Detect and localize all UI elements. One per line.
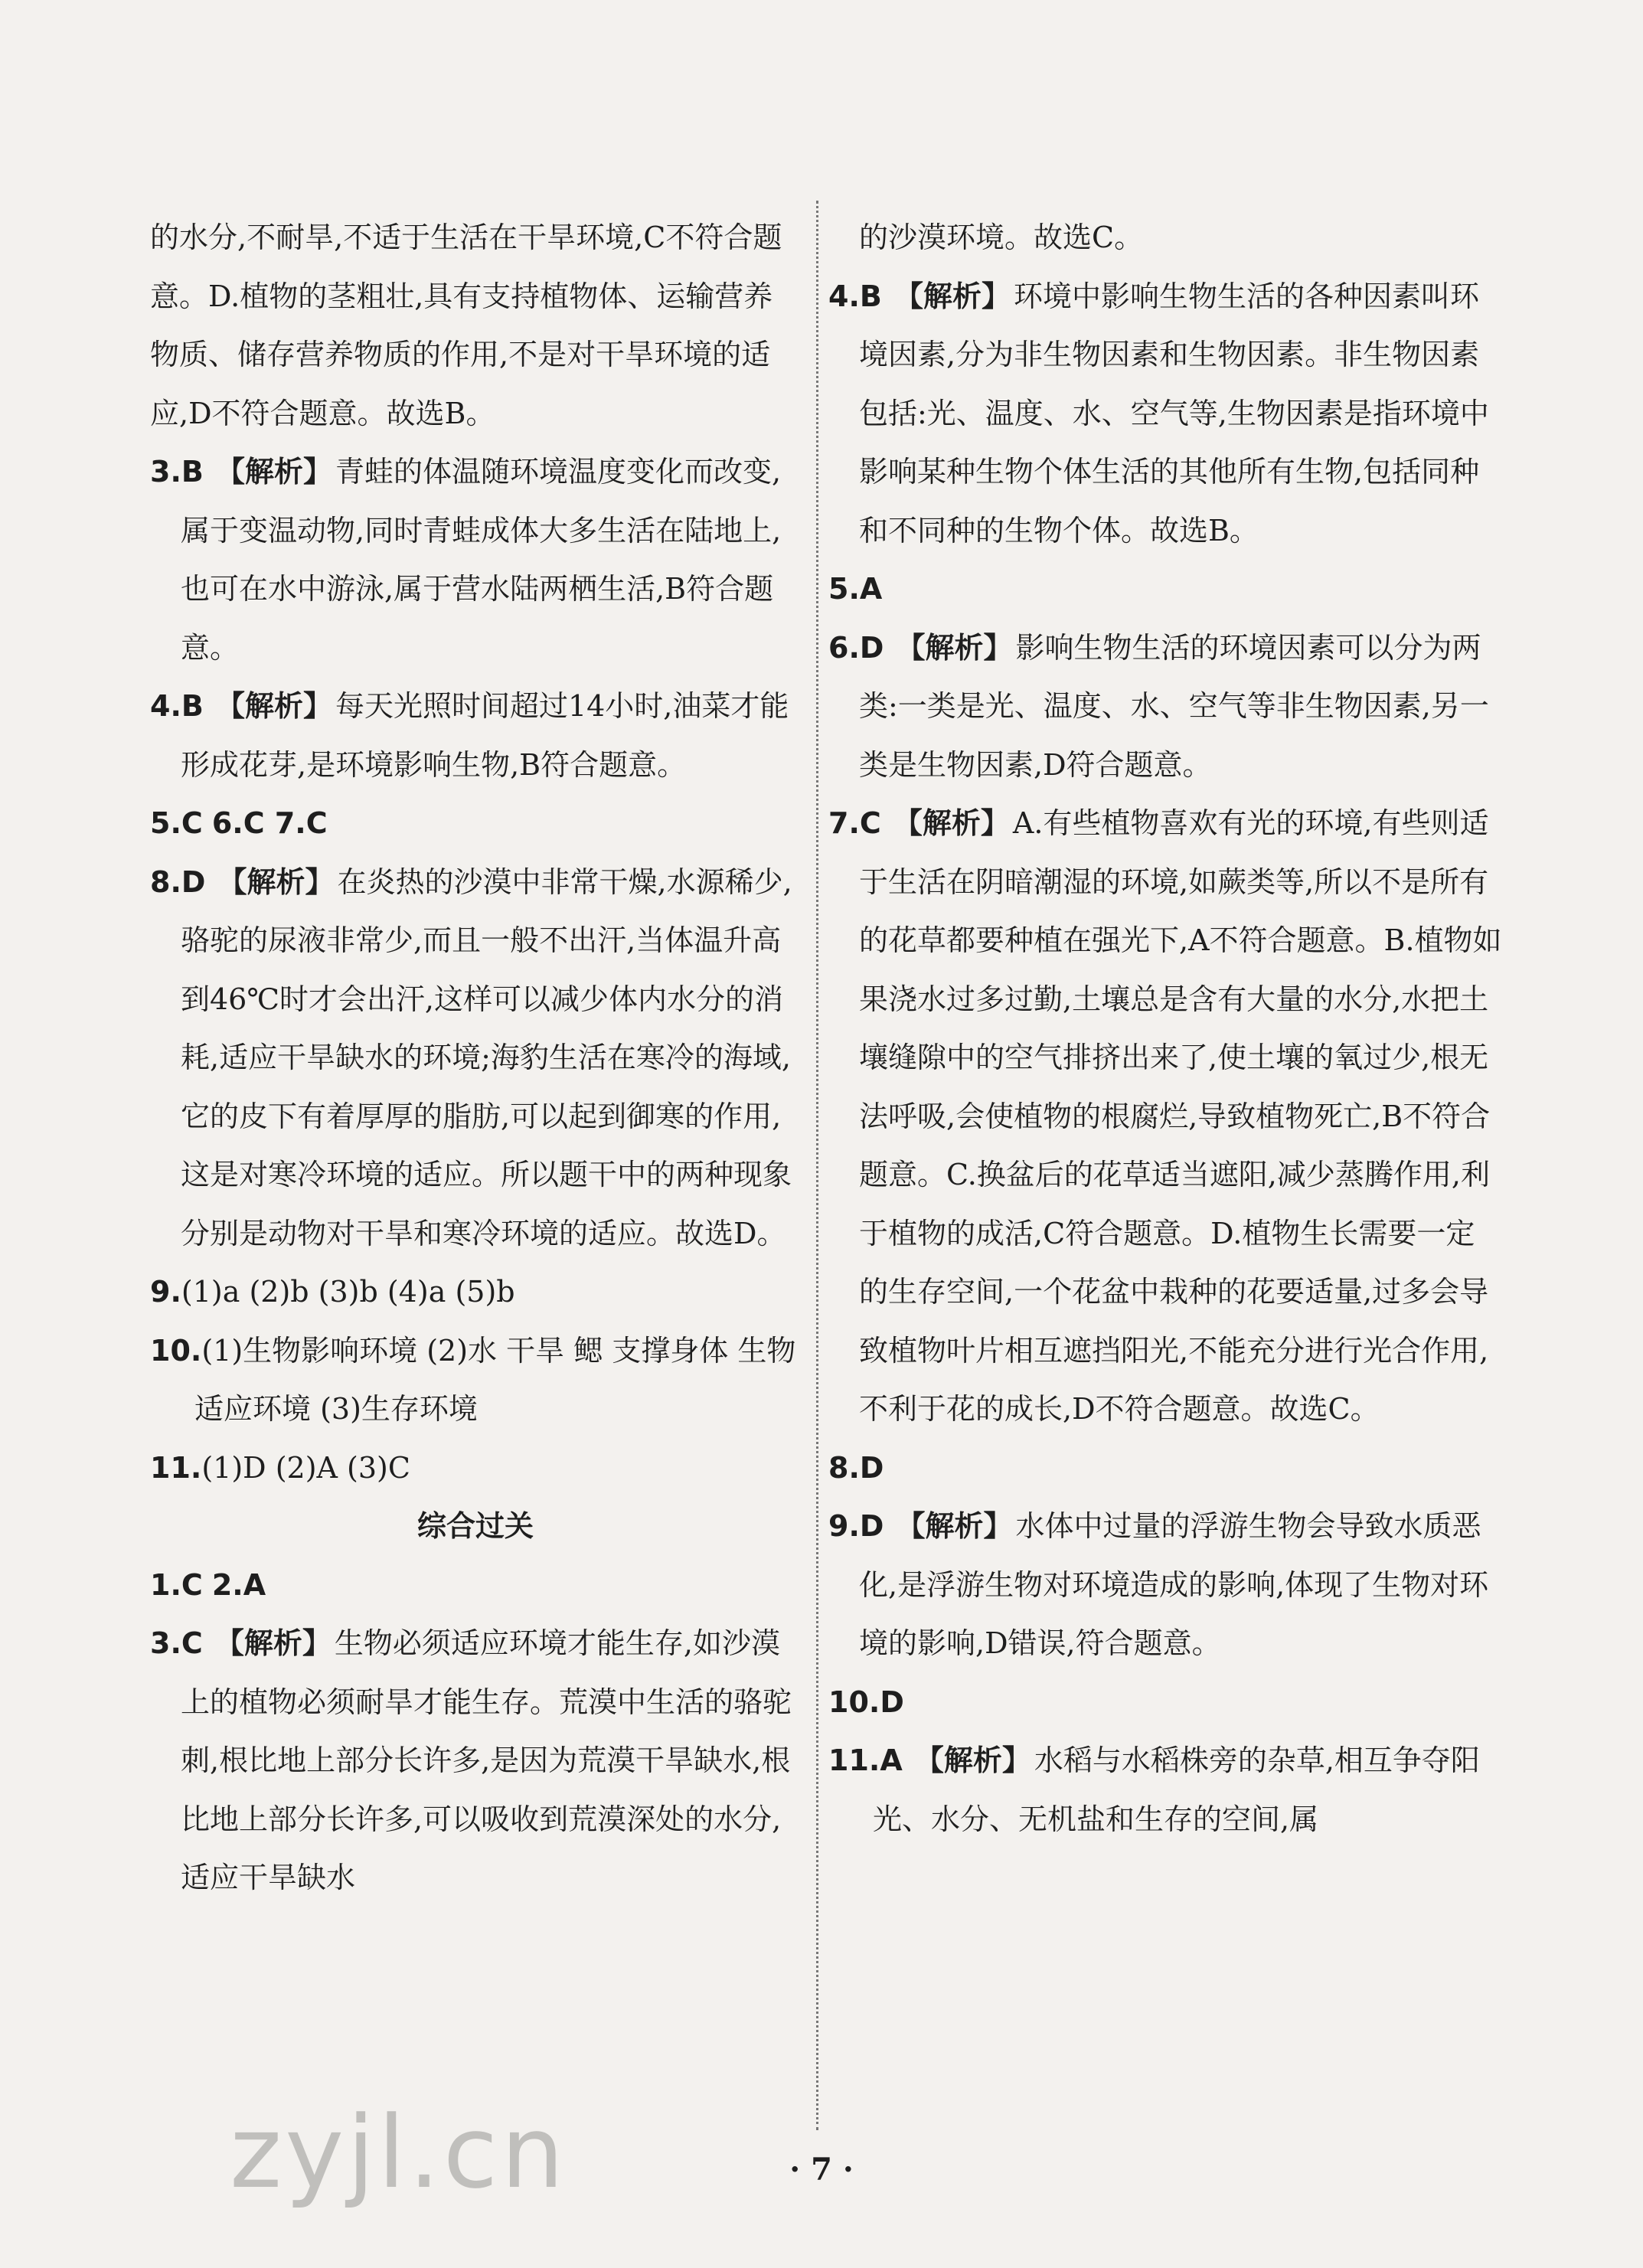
answer-l4 [150, 794, 801, 853]
answer-text: (1)生物影响环境 (2)水 干旱 鳃 支撑身体 生物适应环境 (3)生存环境 [194, 1333, 796, 1426]
right-column [828, 208, 1502, 1848]
answer-number: 7.C [828, 806, 881, 840]
answer-text: 的水分,不耐旱,不适于生活在干旱环境,C不符合题意。D.植物的茎粗壮,具有支持植物体、运输营养物质、储存营养物质的作用,不是对干旱环境的适应,D不符合题意。故选B。 [150, 221, 782, 430]
answer-text: 生物必须适应环境才能生存,如沙漠上的植物必须耐旱才能生存。荒漠中生活的骆驼刺,根比地上部分长许多,是因为荒漠干旱缺水,根比地上部分长许多,可以吸收到荒漠深处的水分,适应干旱缺水 [181, 1626, 792, 1894]
answer-number: 1.C [150, 1567, 203, 1602]
analysis-tag: 【解析】 [896, 1508, 1013, 1543]
answer-r4 [828, 619, 1502, 795]
answer-r9 [828, 1731, 1502, 1848]
answer-text: 水稻与水稻株旁的杂草,相互争夺阳光、水分、无机盐和生存的空间,属 [873, 1743, 1480, 1836]
answer-number: 5.A [828, 572, 883, 606]
analysis-tag: 【解析】 [893, 278, 1011, 313]
answer-text: 青蛙的体温随环境温度变化而改变,属于变温动物,同时青蛙成体大多生活在陆地上,也可在水中游泳,属于营水陆两栖生活,B符合题意。 [181, 455, 782, 665]
analysis-tag: 【解析】 [896, 629, 1013, 665]
answer-text: 6.C 7.C [211, 806, 328, 840]
answer-number: 3.C [150, 1626, 203, 1660]
answer-text: 水体中过量的浮游生物会导致水质恶化,是浮游生物对环境造成的影响,体现了生物对环境的影响,D错误,符合题意。 [859, 1509, 1489, 1660]
answer-r6 [828, 1439, 1502, 1498]
page-number: · 7 · [789, 2152, 854, 2188]
answer-r7 [828, 1497, 1502, 1673]
answer-r3 [828, 560, 1502, 619]
answer-m1 [150, 1556, 801, 1615]
answer-text: 影响生物生活的环境因素可以分为两类:一类是光、温度、水、空气等非生物因素,另一类是生物因素,D符合题意。 [859, 630, 1489, 782]
answer-text: (1)a (2)b (3)b (4)a (5)b [181, 1275, 515, 1309]
answer-l5 [150, 853, 801, 1263]
answer-r5 [828, 794, 1502, 1439]
analysis-tag: 【解析】 [217, 864, 335, 899]
answer-text: (1)D (2)A (3)C [201, 1450, 410, 1485]
answer-number: 8.D [828, 1450, 884, 1485]
answer-number: 10. [150, 1333, 202, 1368]
answer-r1 [828, 208, 1502, 267]
section-title: 综合过关 [416, 1509, 534, 1543]
answer-number: 8.D [150, 864, 206, 899]
answer-text: 在炎热的沙漠中非常干燥,水源稀少,骆驼的尿液非常少,而且一般不出汗,当体温升高到46℃时才会出汗,这样可以减少体内水分的消耗,适应干旱缺水的环境;海豹生活在寒冷的海域,它的皮下有着厚厚的脂肪,可以起到御寒的作用,这是对寒冷环境的适应。所以题干中的两种现象分别是动物对干旱和寒冷环境的适应。故选D。 [181, 864, 792, 1250]
analysis-tag: 【解析】 [215, 454, 332, 489]
column-divider [816, 201, 818, 2130]
answer-text: 的沙漠环境。故选C。 [859, 221, 1144, 254]
answer-l1 [150, 208, 801, 443]
answer-number: 9. [150, 1275, 181, 1309]
answer-l2 [150, 443, 801, 677]
answer-text: A.有些植物喜欢有光的环境,有些则适于生活在阴暗潮湿的环境,如蕨类等,所以不是所有的花草都要种植在强光下,A不符合题意。B.植物如果浇水过多过勤,土壤总是含有大量的水分,水把土壤缝隙中的空气排挤出来了,使土壤的氧过少,根无法呼吸,会使植物的根腐烂,导致植物死亡,B不符合题意。C.换盆后的花草适当遮阳,减少蒸腾作用,利于植物的成活,C符合题意。D.植物生长需要一定的生存空间,一个花盆中栽种的花要适量,过多会导致植物叶片相互遮挡阳光,不能充分进行光合作用,不利于花的成长,D不符合题意。故选C。 [859, 806, 1502, 1426]
answer-number: 9.D [828, 1509, 884, 1543]
left-column [150, 208, 801, 1907]
watermark: zyjl.cn [230, 2094, 567, 2211]
answer-number: 3.B [150, 455, 204, 489]
answer-number: 4.B [150, 689, 204, 723]
answer-r2 [828, 267, 1502, 560]
answer-text: 2.A [211, 1567, 266, 1602]
analysis-tag: 【解析】 [214, 1626, 332, 1660]
answer-r8 [828, 1673, 1502, 1732]
answer-l7 [150, 1322, 801, 1439]
answer-m2 [150, 1614, 801, 1907]
answer-text: 每天光照时间超过14小时,油菜才能形成花芽,是环境影响生物,B符合题意。 [181, 689, 789, 782]
answer-l8 [150, 1439, 801, 1498]
answer-number: 6.D [828, 630, 884, 665]
analysis-tag: 【解析】 [215, 688, 332, 723]
answer-number: 11.A [828, 1743, 903, 1777]
answer-text: 环境中影响生物生活的各种因素叫环境因素,分为非生物因素和生物因素。非生物因素包括:光、温度、水、空气等,生物因素是指环境中影响某种生物个体生活的其他所有生物,包括同种和不同种的生物个体。故选B。 [859, 279, 1489, 547]
answer-number: 10.D [828, 1685, 904, 1719]
answer-number: 11. [150, 1450, 202, 1485]
answer-l6 [150, 1263, 801, 1322]
analysis-tag: 【解析】 [893, 806, 1010, 840]
answer-l3 [150, 677, 801, 794]
analysis-tag: 【解析】 [914, 1743, 1031, 1777]
answer-number: 4.B [828, 279, 882, 313]
answer-number: 5.C [150, 806, 203, 840]
